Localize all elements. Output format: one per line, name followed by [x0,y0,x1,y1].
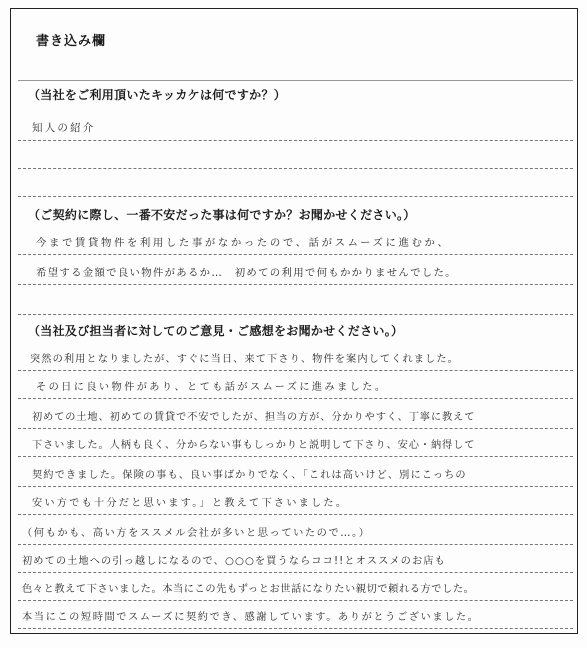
answer-rule [18,628,573,629]
answer-3-line-3: 初めての土地、初めての賃貸で不安でしたが、担当の方が、分かりやすく、丁寧に教えて [32,412,476,423]
answer-rule [18,428,573,429]
answer-3-line-1: 突然の利用となりましたが、すぐに当日、来て下さり、物件を案内してくれました。 [30,354,459,365]
answer-2-line-1: 今まで賃貸物件を利用した事がなかったので、話がスムーズに進むか、 [36,237,451,249]
question-2: （ご契約に際し、一番不安だった事は何ですか？お聞かせください。） [28,208,416,222]
answer-rule [18,284,573,285]
answer-3-line-5: 契約できました。保険の事も、良い事ばかりでなく、「これは高いけど、別にこっちの [32,470,467,481]
answer-rule [18,398,573,399]
answer-rule [18,140,573,141]
answer-2-line-2: 希望する金額で良い物件があるか… 初めての利用で何もかかりませんでした。 [36,267,457,279]
answer-rule [18,196,573,197]
question-1: （当社をご利用頂いたキッカケは何ですか？） [28,88,287,102]
answer-rule [18,314,573,315]
answer-3-line-6: 安い方でも十分だと思います。」と教えて下さいました。 [32,498,349,509]
answer-rule [18,370,573,371]
answer-3-line-2: その日に良い物件があり、とても話がスムーズに進みました。 [36,382,388,393]
answer-rule [18,168,573,169]
answer-3-line-7: （何もかも、高い方をススメル会社が多いと思っていたので…。） [22,528,371,539]
answer-3-line-10: 本当にこの短時間でスムーズに契約でき、感謝しています。ありがとうございました。 [22,612,480,623]
question-3: （当社及び担当者に対してのご意見・ご感想をお聞かせください。） [28,324,404,338]
answer-rule [18,514,573,515]
answer-rule [18,600,573,601]
answer-rule [18,544,573,545]
answer-3-line-9: 色々と教えて下さいました。本当にこの先もずっとお世話になりたい親切で頼れる方でした。 [22,584,475,595]
answer-rule [18,572,573,573]
answer-rule [18,486,573,487]
answer-3-line-8: 初めての土地への引っ越しになるので、○○○を買うならココ!!とオススメのお店も [22,556,446,567]
section-divider [18,80,573,81]
answer-rule [18,254,573,255]
answer-1-line-1: 知人の紹介 [32,122,96,134]
answer-3-line-4: 下さいました。人柄も良く、分からない事もしっかりと説明して下さり、安心・納得して [32,440,476,451]
answer-rule [18,456,573,457]
form-title: 書き込み欄 [36,34,107,49]
